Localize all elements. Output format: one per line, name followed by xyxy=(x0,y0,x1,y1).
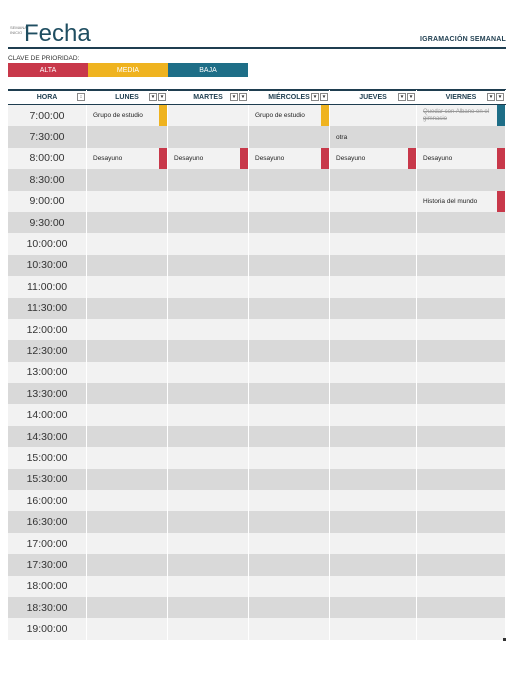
time-cell[interactable]: 13:30:00 xyxy=(8,383,87,404)
cell-text: Desayuno xyxy=(255,154,285,162)
schedule-cell-wed[interactable] xyxy=(249,148,330,169)
schedule-cell-mon[interactable] xyxy=(87,298,168,319)
schedule-cell-tue[interactable] xyxy=(168,148,249,169)
schedule-cell-mon[interactable] xyxy=(87,469,168,490)
time-cell[interactable]: 18:30:00 xyxy=(8,597,87,618)
schedule-cell-mon[interactable] xyxy=(87,255,168,276)
schedule-cell-tue[interactable] xyxy=(168,447,249,468)
schedule-cell-fri[interactable] xyxy=(417,105,506,126)
table-row xyxy=(8,383,506,404)
table-row xyxy=(8,554,506,575)
schedule-cell-mon[interactable] xyxy=(87,169,168,190)
cell-text: otra xyxy=(336,133,348,141)
schedule-cell-wed[interactable] xyxy=(249,469,330,490)
schedule-cell-fri[interactable] xyxy=(417,319,506,340)
schedule-cell-thu[interactable] xyxy=(330,255,417,276)
schedule-cell-tue[interactable] xyxy=(168,576,249,597)
cell-text: Desayuno xyxy=(93,154,123,162)
schedule-cell-fri[interactable] xyxy=(417,255,506,276)
time-cell[interactable]: 14:00:00 xyxy=(8,404,87,425)
schedule-cell-tue[interactable] xyxy=(168,191,249,212)
priority-flag xyxy=(497,148,505,169)
column-header-label: MIÉRCOLES xyxy=(268,93,310,101)
time-cell[interactable]: 10:30:00 xyxy=(8,255,87,276)
schedule-cell-fri[interactable] xyxy=(417,169,506,190)
time-cell[interactable]: 17:30:00 xyxy=(8,554,87,575)
priority-low: BAJA xyxy=(168,63,248,77)
schedule-cell-fri[interactable] xyxy=(417,340,506,361)
schedule-cell-wed[interactable] xyxy=(249,383,330,404)
priority-flag xyxy=(159,105,167,126)
table-row xyxy=(8,576,506,597)
schedule-cell-tue[interactable] xyxy=(168,340,249,361)
time-cell[interactable]: 8:00:00 xyxy=(8,148,87,169)
column-header-thu xyxy=(330,90,417,104)
schedule-cell-wed[interactable] xyxy=(249,169,330,190)
schedule-cell-wed[interactable] xyxy=(249,404,330,425)
table-row xyxy=(8,191,506,212)
time-cell[interactable]: 15:00:00 xyxy=(8,447,87,468)
time-cell[interactable]: 18:00:00 xyxy=(8,576,87,597)
schedule-cell-wed[interactable] xyxy=(249,618,330,639)
schedule-cell-fri[interactable] xyxy=(417,426,506,447)
table-row xyxy=(8,490,506,511)
schedule-cell-tue[interactable] xyxy=(168,404,249,425)
time-cell[interactable]: 9:00:00 xyxy=(8,191,87,212)
schedule-cell-tue[interactable] xyxy=(168,490,249,511)
schedule-cell-mon[interactable] xyxy=(87,618,168,639)
schedule-cell-mon[interactable] xyxy=(87,383,168,404)
schedule-cell-wed[interactable] xyxy=(249,533,330,554)
priority-medium: MEDIA xyxy=(88,63,168,77)
cell-text: Grupo de estudio xyxy=(255,112,305,120)
table-row xyxy=(8,148,506,169)
schedule-cell-wed[interactable] xyxy=(249,126,330,147)
schedule-cell-thu[interactable] xyxy=(330,618,417,639)
schedule-cell-thu[interactable] xyxy=(330,191,417,212)
dropdown-icon[interactable]: ▾ xyxy=(407,93,415,101)
schedule-cell-mon[interactable] xyxy=(87,511,168,532)
schedule-cell-wed[interactable] xyxy=(249,511,330,532)
sort-icon[interactable]: ↕ xyxy=(77,93,85,101)
schedule-cell-tue[interactable] xyxy=(168,511,249,532)
table-row xyxy=(8,212,506,233)
cell-text: Quedar con Albano en el gimnasio xyxy=(423,108,490,122)
dropdown-icon[interactable]: ▾ xyxy=(311,93,319,101)
table-row xyxy=(8,319,506,340)
schedule-cell-mon[interactable] xyxy=(87,276,168,297)
schedule-cell-fri[interactable] xyxy=(417,618,506,639)
time-cell[interactable]: 9:30:00 xyxy=(8,212,87,233)
schedule-cell-mon[interactable] xyxy=(87,426,168,447)
schedule-cell-thu[interactable] xyxy=(330,554,417,575)
schedule-cell-mon[interactable] xyxy=(87,490,168,511)
schedule-cell-mon[interactable] xyxy=(87,576,168,597)
table-row xyxy=(8,105,506,126)
schedule-cell-thu[interactable] xyxy=(330,597,417,618)
time-cell[interactable]: 7:30:00 xyxy=(8,126,87,147)
table-row xyxy=(8,233,506,254)
schedule-cell-fri[interactable] xyxy=(417,362,506,383)
schedule-cell-tue[interactable] xyxy=(168,618,249,639)
dropdown-icon[interactable]: ▾ xyxy=(239,93,247,101)
schedule-cell-thu[interactable] xyxy=(330,383,417,404)
schedule-cell-fri[interactable] xyxy=(417,576,506,597)
schedule-cell-mon[interactable] xyxy=(87,362,168,383)
schedule-cell-fri[interactable] xyxy=(417,191,506,212)
table-body xyxy=(8,105,506,640)
column-header-time xyxy=(8,90,87,104)
schedule-cell-thu[interactable] xyxy=(330,404,417,425)
dropdown-icon[interactable]: ▾ xyxy=(496,93,504,101)
table-row xyxy=(8,298,506,319)
column-header-label: VIERNES xyxy=(445,93,477,101)
schedule-cell-mon[interactable] xyxy=(87,597,168,618)
schedule-cell-tue[interactable] xyxy=(168,426,249,447)
schedule-cell-wed[interactable] xyxy=(249,340,330,361)
schedule-cell-tue[interactable] xyxy=(168,276,249,297)
schedule-cell-wed[interactable] xyxy=(249,426,330,447)
schedule-cell-mon[interactable] xyxy=(87,404,168,425)
schedule-cell-fri[interactable] xyxy=(417,469,506,490)
time-cell[interactable]: 19:00:00 xyxy=(8,618,87,639)
table-row xyxy=(8,404,506,425)
cell-text: Desayuno xyxy=(423,154,453,162)
table-header-row xyxy=(8,90,506,105)
schedule-cell-thu[interactable] xyxy=(330,298,417,319)
time-cell[interactable]: 15:30:00 xyxy=(8,469,87,490)
schedule-cell-thu[interactable] xyxy=(330,233,417,254)
time-cell[interactable]: 11:30:00 xyxy=(8,298,87,319)
time-cell[interactable]: 8:30:00 xyxy=(8,169,87,190)
priority-flag xyxy=(497,105,505,126)
time-cell[interactable]: 12:30:00 xyxy=(8,340,87,361)
table-row xyxy=(8,597,506,618)
table-row xyxy=(8,511,506,532)
schedule-cell-thu[interactable] xyxy=(330,126,417,147)
schedule-cell-thu[interactable] xyxy=(330,319,417,340)
dropdown-icon[interactable]: ▾ xyxy=(158,93,166,101)
column-header-mon xyxy=(87,90,168,104)
schedule-cell-thu[interactable] xyxy=(330,340,417,361)
schedule-cell-fri[interactable] xyxy=(417,554,506,575)
schedule-cell-tue[interactable] xyxy=(168,233,249,254)
schedule-cell-tue[interactable] xyxy=(168,212,249,233)
column-header-label: JUEVES xyxy=(359,93,387,101)
schedule-cell-fri[interactable] xyxy=(417,490,506,511)
schedule-cell-tue[interactable] xyxy=(168,533,249,554)
schedule-cell-tue[interactable] xyxy=(168,554,249,575)
column-header-tue xyxy=(168,90,249,104)
schedule-cell-wed[interactable] xyxy=(249,554,330,575)
schedule-cell-fri[interactable] xyxy=(417,233,506,254)
schedule-cell-thu[interactable] xyxy=(330,426,417,447)
time-cell[interactable]: 13:00:00 xyxy=(8,362,87,383)
schedule-cell-wed[interactable] xyxy=(249,319,330,340)
header xyxy=(8,20,506,50)
cell-text: Historia del mundo xyxy=(423,197,478,205)
priority-legend xyxy=(8,63,248,77)
schedule-table xyxy=(8,90,506,640)
schedule-cell-mon[interactable] xyxy=(87,447,168,468)
schedule-cell-wed[interactable] xyxy=(249,576,330,597)
schedule-cell-tue[interactable] xyxy=(168,362,249,383)
schedule-cell-fri[interactable] xyxy=(417,126,506,147)
table-row xyxy=(8,533,506,554)
schedule-cell-thu[interactable] xyxy=(330,447,417,468)
schedule-cell-fri[interactable] xyxy=(417,447,506,468)
schedule-cell-mon[interactable] xyxy=(87,126,168,147)
dropdown-icon[interactable]: ▾ xyxy=(398,93,406,101)
schedule-cell-mon[interactable] xyxy=(87,554,168,575)
table-row xyxy=(8,340,506,361)
schedule-cell-wed[interactable] xyxy=(249,362,330,383)
schedule-cell-thu[interactable] xyxy=(330,212,417,233)
priority-flag xyxy=(321,105,329,126)
schedule-cell-mon[interactable] xyxy=(87,319,168,340)
table-row xyxy=(8,276,506,297)
schedule-cell-mon[interactable] xyxy=(87,105,168,126)
priority-flag xyxy=(159,148,167,169)
column-header-label: LUNES xyxy=(115,93,139,101)
schedule-cell-mon[interactable] xyxy=(87,212,168,233)
schedule-cell-wed[interactable] xyxy=(249,233,330,254)
time-cell[interactable]: 16:00:00 xyxy=(8,490,87,511)
schedule-cell-wed[interactable] xyxy=(249,105,330,126)
schedule-cell-tue[interactable] xyxy=(168,255,249,276)
cell-text: Grupo de estudio xyxy=(93,112,143,120)
table-row xyxy=(8,426,506,447)
schedule-cell-tue[interactable] xyxy=(168,597,249,618)
time-cell[interactable]: 14:30:00 xyxy=(8,426,87,447)
priority-high: ALTA xyxy=(8,63,88,77)
time-cell[interactable]: 12:00:00 xyxy=(8,319,87,340)
schedule-cell-tue[interactable] xyxy=(168,383,249,404)
time-cell[interactable]: 10:00:00 xyxy=(8,233,87,254)
header-divider xyxy=(8,47,506,49)
week-start-label: SEMANA INICIO xyxy=(10,25,27,35)
schedule-cell-thu[interactable] xyxy=(330,169,417,190)
table-row xyxy=(8,469,506,490)
schedule-cell-fri[interactable] xyxy=(417,298,506,319)
schedule-cell-mon[interactable] xyxy=(87,148,168,169)
time-cell[interactable]: 17:00:00 xyxy=(8,533,87,554)
dropdown-icon[interactable]: ▾ xyxy=(487,93,495,101)
schedule-cell-thu[interactable] xyxy=(330,533,417,554)
table-row xyxy=(8,618,506,639)
schedule-cell-tue[interactable] xyxy=(168,105,249,126)
dropdown-icon[interactable]: ▾ xyxy=(149,93,157,101)
schedule-cell-fri[interactable] xyxy=(417,533,506,554)
schedule-cell-tue[interactable] xyxy=(168,169,249,190)
column-header-fri xyxy=(417,90,506,104)
schedule-cell-tue[interactable] xyxy=(168,126,249,147)
schedule-cell-tue[interactable] xyxy=(168,469,249,490)
schedule-cell-wed[interactable] xyxy=(249,597,330,618)
schedule-cell-fri[interactable] xyxy=(417,212,506,233)
table-row xyxy=(8,447,506,468)
cell-text: Desayuno xyxy=(336,154,366,162)
priority-flag xyxy=(497,191,505,212)
table-row xyxy=(8,362,506,383)
schedule-cell-mon[interactable] xyxy=(87,191,168,212)
table-row xyxy=(8,255,506,276)
schedule-cell-wed[interactable] xyxy=(249,255,330,276)
schedule-cell-fri[interactable] xyxy=(417,383,506,404)
schedule-cell-wed[interactable] xyxy=(249,212,330,233)
column-header-label: MARTES xyxy=(193,93,223,101)
schedule-cell-thu[interactable] xyxy=(330,148,417,169)
dropdown-icon[interactable]: ▾ xyxy=(320,93,328,101)
schedule-cell-fri[interactable] xyxy=(417,276,506,297)
table-row xyxy=(8,126,506,147)
schedule-cell-thu[interactable] xyxy=(330,105,417,126)
time-cell[interactable]: 7:00:00 xyxy=(8,105,87,126)
schedule-cell-wed[interactable] xyxy=(249,298,330,319)
schedule-cell-fri[interactable] xyxy=(417,148,506,169)
schedule-cell-fri[interactable] xyxy=(417,511,506,532)
schedule-cell-thu[interactable] xyxy=(330,511,417,532)
page-title[interactable]: Fecha xyxy=(24,20,91,47)
priority-key-label: CLAVE DE PRIORIDAD: xyxy=(8,55,80,62)
schedule-cell-wed[interactable] xyxy=(249,447,330,468)
schedule-cell-wed[interactable] xyxy=(249,191,330,212)
time-cell[interactable]: 16:30:00 xyxy=(8,511,87,532)
schedule-cell-wed[interactable] xyxy=(249,276,330,297)
column-header-wed xyxy=(249,90,330,104)
schedule-cell-tue[interactable] xyxy=(168,319,249,340)
schedule-cell-thu[interactable] xyxy=(330,469,417,490)
priority-flag xyxy=(240,148,248,169)
schedule-title: IGRAMACIÓN SEMANAL xyxy=(419,36,506,43)
schedule-cell-thu[interactable] xyxy=(330,276,417,297)
schedule-cell-tue[interactable] xyxy=(168,298,249,319)
schedule-cell-thu[interactable] xyxy=(330,490,417,511)
schedule-cell-fri[interactable] xyxy=(417,404,506,425)
cell-text: Desayuno xyxy=(174,154,204,162)
schedule-cell-wed[interactable] xyxy=(249,490,330,511)
schedule-cell-mon[interactable] xyxy=(87,340,168,361)
priority-flag xyxy=(321,148,329,169)
schedule-cell-thu[interactable] xyxy=(330,576,417,597)
time-cell[interactable]: 11:00:00 xyxy=(8,276,87,297)
schedule-cell-thu[interactable] xyxy=(330,362,417,383)
schedule-cell-fri[interactable] xyxy=(417,597,506,618)
dropdown-icon[interactable]: ▾ xyxy=(230,93,238,101)
table-row xyxy=(8,169,506,190)
column-header-label: HORA xyxy=(36,93,58,101)
resize-handle[interactable] xyxy=(503,638,506,641)
schedule-cell-mon[interactable] xyxy=(87,533,168,554)
priority-flag xyxy=(408,148,416,169)
schedule-cell-mon[interactable] xyxy=(87,233,168,254)
